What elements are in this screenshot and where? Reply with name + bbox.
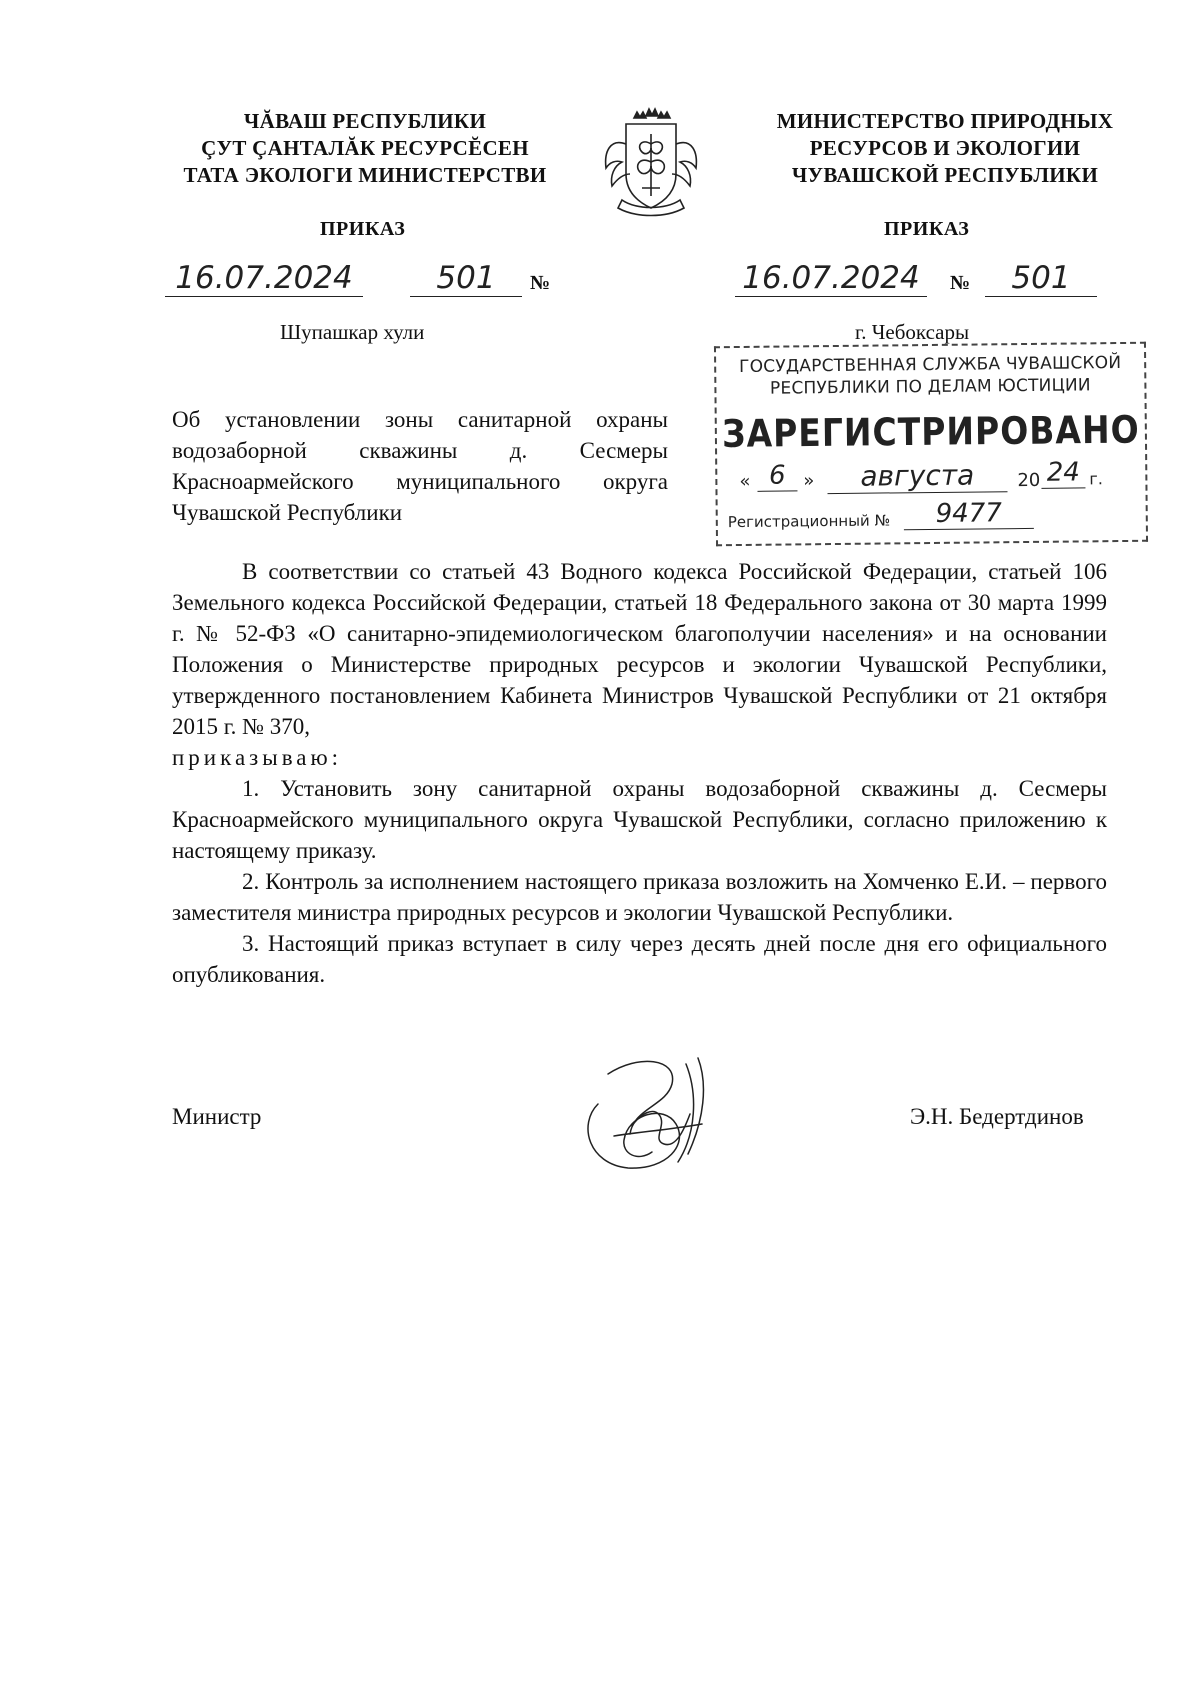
city-right: г. Чебоксары — [855, 320, 970, 344]
body-item-2: 2. Контроль за исполнением настоящего приказа возложить на Хомченко Е.И. – первого заместителя министра природных ресурсов и экологии Чувашской Республики. — [172, 869, 1107, 925]
order-body — [172, 556, 1107, 990]
body-preamble: В соответствии со статьей 43 Водного кодекса Российской Федерации, статьей 106 Земельного кодекса Российской Федерации, статьей 18 Федерального закона от 30 марта 1999 г. № 52-ФЗ «О санитарно-эпидемиологическом благополучии населения» и на основании Положения о Министерстве природных ресурсов и экологии Чувашской Республики, утвержденного постановлением Кабинета Министров Чувашской Республики от 21 октября 2015 г. № 370, — [172, 559, 1107, 739]
header-left-line: ÇУТ ÇАНТАЛĂК РЕСУРСĔСЕН — [201, 136, 529, 160]
number-sign-right: № — [950, 272, 971, 294]
signature-position: Министр — [172, 1104, 262, 1129]
order-title-right: ПРИКАЗ — [884, 218, 970, 240]
header-right-line: РЕСУРСОВ И ЭКОЛОГИИ — [809, 136, 1081, 160]
header-right-line: ЧУВАШСКОЙ РЕСПУБЛИКИ — [791, 163, 1099, 187]
coat-of-arms-icon — [596, 104, 706, 222]
stamp-day: 6 — [757, 460, 797, 491]
stamp-year-prefix: 20 — [1017, 469, 1041, 492]
stamp-line-1: ГОСУДАРСТВЕННАЯ СЛУЖБА ЧУВАШСКОЙ — [739, 353, 1122, 378]
body-orders-word: приказываю: — [172, 745, 343, 770]
order-number-left: 501 — [410, 260, 522, 297]
header-left-ministry-name — [150, 108, 580, 189]
stamp-quote-open: « — [739, 470, 751, 493]
order-date-left: 16.07.2024 — [165, 260, 363, 297]
stamp-reg-number: 9477 — [904, 498, 1034, 530]
stamp-year-g: г. — [1089, 469, 1103, 489]
header-right-line: МИНИСТЕРСТВО ПРИРОДНЫХ — [776, 109, 1114, 133]
order-date-right: 16.07.2024 — [735, 260, 927, 297]
handwritten-signature-icon — [568, 1044, 718, 1174]
number-sign-left: № — [530, 272, 551, 294]
order-number-right: 501 — [985, 260, 1097, 297]
stamp-quote-close: » — [803, 470, 815, 492]
stamp-registered: ЗАРЕГИСТРИРОВАНО — [721, 406, 1140, 457]
signature-name: Э.Н. Бедертдинов — [910, 1104, 1084, 1129]
body-item-1: 1. Установить зону санитарной охраны водозаборной скважины д. Сесмеры Красноармейского муниципального округа Чувашской Республики, согласно приложению к настоящему приказу. — [172, 776, 1107, 863]
registration-stamp — [714, 342, 1148, 547]
stamp-year-suffix: 24 — [1041, 457, 1085, 488]
stamp-line-2: РЕСПУБЛИКИ ПО ДЕЛАМ ЮСТИЦИИ — [769, 375, 1091, 399]
order-subject: Об установлении зоны санитарной охраны водозаборной скважины д. Сесмеры Красноармейского муниципального округа Чувашской Республики — [172, 407, 668, 525]
header-left-line: ЧĂВАШ РЕСПУБЛИКИ — [243, 109, 487, 133]
body-item-3: 3. Настоящий приказ вступает в силу через десять дней после дня его официального опубликования. — [172, 931, 1107, 987]
header-left-line: ТАТА ЭКОЛОГИ МИНИСТЕРСТВИ — [183, 163, 547, 187]
stamp-reg-label: Регистрационный № — [727, 511, 891, 532]
city-left: Шупашкар хули — [280, 320, 425, 344]
stamp-reg-row — [718, 497, 1146, 537]
order-title-left: ПРИКАЗ — [320, 218, 406, 240]
header-right-ministry-name — [745, 108, 1145, 189]
stamp-date-row — [717, 457, 1145, 501]
stamp-month: августа — [827, 458, 1007, 494]
